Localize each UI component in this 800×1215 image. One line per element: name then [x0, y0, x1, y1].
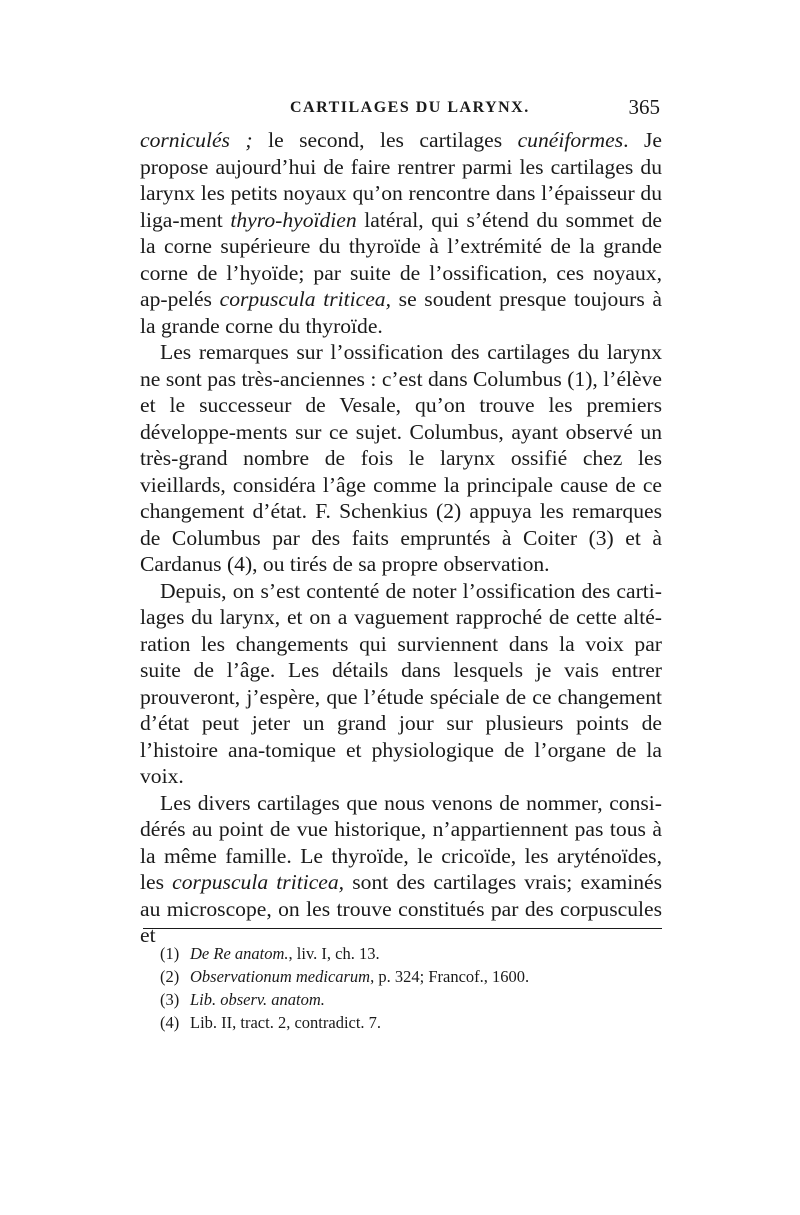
footnotes — [160, 942, 660, 1034]
italic-text: corpuscula triticea, — [219, 287, 391, 311]
italic-text: cunéiformes — [517, 128, 624, 152]
paragraph — [140, 127, 662, 339]
footnote-text — [190, 967, 529, 986]
italic-text: corniculés ; — [140, 128, 253, 152]
footnote — [160, 942, 660, 965]
text-run: , p. 324; Francof., 1600. — [370, 967, 530, 986]
paragraph — [140, 339, 662, 578]
body-text — [140, 127, 662, 949]
text-run: , liv. I, ch. 13. — [288, 944, 380, 963]
italic-text: Lib. observ. anatom. — [190, 990, 325, 1009]
footnote — [160, 965, 660, 988]
text-run: Les remarques sur l’ossification des cartilages du larynx ne sont pas très-anciennes : c’est dans Columbus (1), l’élève et le successeur de Vesale, qu’on trouve les premiers développe-ments sur ce sujet. Columbus, ayant observé un très-grand nombre de fois le larynx ossifié chez les vieillards, considéra l’âge comme la principale cause de ce changement d’état. F. Schenkius (2) appuya les remarques de Columbus par des faits empruntés à Coiter (3) et à Cardanus (4), ou tirés de sa propre observation. — [140, 340, 662, 576]
paragraph — [140, 790, 662, 949]
footnote-number: (4) — [160, 1013, 180, 1032]
footnote-text — [190, 990, 325, 1009]
footnote-text — [190, 1013, 381, 1032]
running-title: CARTILAGES DU LARYNX. — [290, 99, 530, 116]
italic-text: corpuscula triticea, — [172, 870, 345, 894]
footnote-number: (2) — [160, 967, 180, 986]
italic-text: thyro-hyoïdien — [230, 207, 357, 232]
footnote-divider — [143, 928, 662, 929]
italic-text: Observationum medicarum — [190, 967, 371, 986]
footnote-number: (3) — [160, 990, 180, 1009]
page-number: 365 — [628, 95, 660, 119]
footnote — [160, 988, 660, 1011]
text-run: le second, les cartilages — [252, 128, 518, 152]
footnote-text — [190, 944, 380, 963]
text-run: . Je propose aujourd’hui de faire rentrer parmi les cartilages du larynx les petits noyaux qu’on rencontre dans l’épaisseur du liga-ment — [140, 128, 662, 232]
italic-text: De Re anatom. — [190, 944, 289, 963]
text-run: Depuis, on s’est contenté de noter l’ossification des carti-lages du larynx, et on a vaguement rapproché de cette alté-ration les changements qui surviennent dans la voix par suite de l’âge. Les détails dans lesquels je vais entrer prouveront, j’espère, que l’étude spéciale de ce changement d’état peut jeter un grand jour sur plusieurs points de l’histoire ana-tomique et physiologique de l’organe de la voix. — [140, 578, 662, 788]
running-head — [140, 95, 660, 125]
text-run: se soudent presque toujours à la grande corne du thyroïde. — [140, 287, 662, 338]
text-run: Les divers cartilages que nous venons de nommer, consi-dérés au point de vue historique, n’appartiennent pas tous à la même famille. Le thyroïde, le cricoïde, les aryténoïdes, les — [140, 790, 662, 894]
text-run: sont des cartilages vrais; examinés au microscope, on les trouve constitués par des corpuscules et — [140, 870, 662, 947]
paragraph — [140, 578, 662, 790]
footnote — [160, 1011, 660, 1034]
footnote-number: (1) — [160, 944, 180, 963]
text-run: latéral, qui s’étend du sommet de la corne supérieure du thyroïde à l’extrémité de la grande corne de l’hyoïde; par suite de l’ossification, ces noyaux, ap-pelés — [140, 207, 662, 311]
text-run: Lib. II, tract. 2, contradict. 7. — [190, 1013, 382, 1032]
